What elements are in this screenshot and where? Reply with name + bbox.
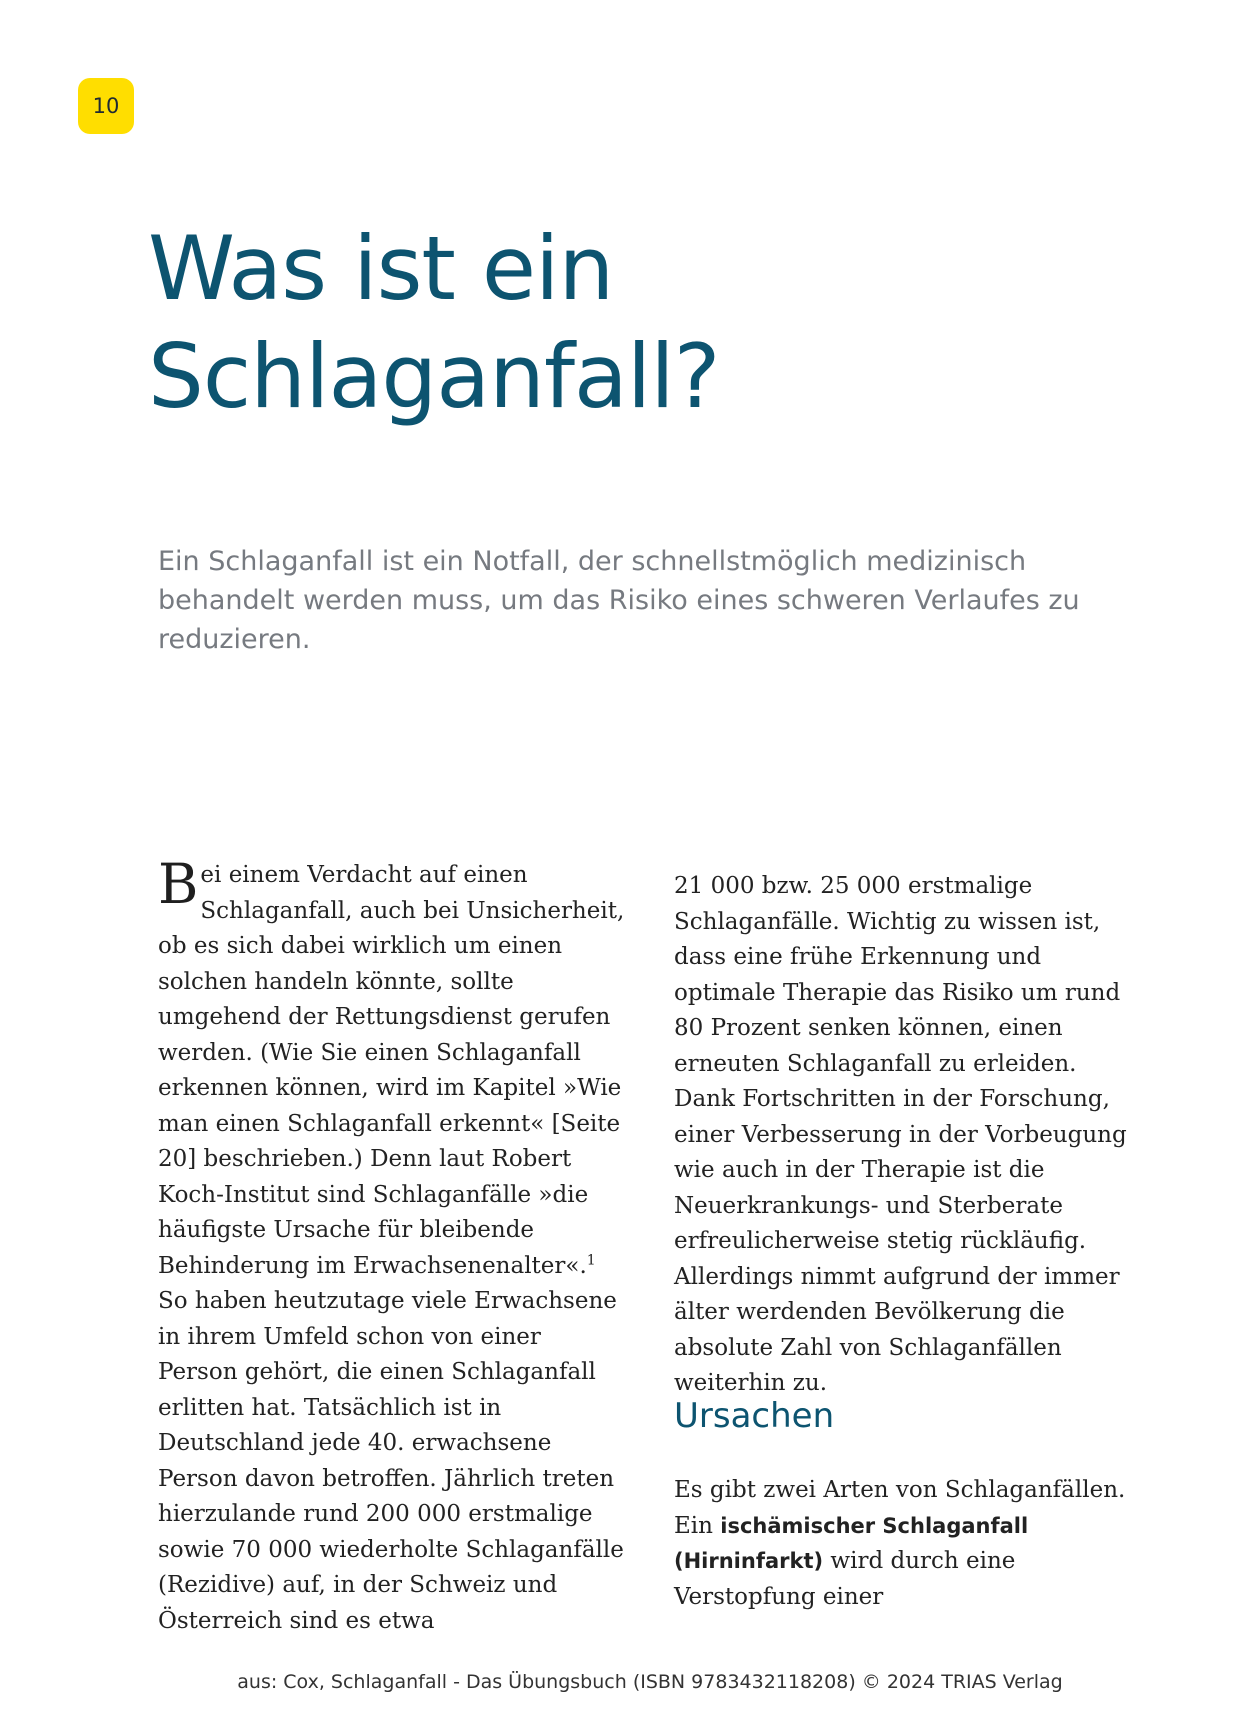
body-text-right-column bbox=[674, 869, 1144, 1402]
footnote-reference[interactable]: 1 bbox=[586, 1251, 596, 1268]
chapter-title-line2: Schlaganfall? bbox=[148, 325, 720, 428]
section-text-after: wird durch eine Verstopfung einer bbox=[674, 1548, 1016, 1610]
section-heading-ursachen: Ursachen bbox=[674, 1396, 835, 1436]
body-left-text-2: So haben heutzutage viele Erwachsene in ihrem Umfeld schon von einer Person gehört, die einen Schlaganfall erlitten hat. Tatsächlich ist in Deutschland jede 40. erwachsene Person davon betroffen. Jährlich treten hierzulande rund 200 000 erstmalige sowie 70 000 wiederholte Schlaganfälle (Rezidive) auf, in der Schweiz und Österreich sind es etwa bbox=[158, 1288, 624, 1634]
drop-cap: B bbox=[158, 852, 199, 916]
footer-source-text: aus: Cox, Schlaganfall - Das Übungsbuch (ISBN 9783432118208) © 2024 TRIAS Verlag bbox=[237, 1671, 1063, 1693]
chapter-title-line1: Was ist ein bbox=[148, 217, 614, 320]
lead-paragraph: Ein Schlaganfall ist ein Notfall, der schnellstmöglich medizinisch behandelt werden muss, um das Risiko eines schweren Verlaufes zu reduzieren. bbox=[158, 546, 1080, 655]
page-number-badge bbox=[78, 78, 134, 134]
body-right-text: 21 000 bzw. 25 000 erstmalige Schlaganfälle. Wichtig zu wissen ist, dass eine frühe Erkennung und optimale Therapie das Risiko um rund 80 Prozent senken können, einen erneuten Schlaganfall zu erleiden. Dank Fortschritten in der Forschung, einer Verbesserung in der Vorbeugung wie auch in der Therapie ist die Neuerkrankungs- und Sterberate erfreulicherweise stetig rückläufig. Allerdings nimmt aufgrund der immer älter werdenden Bevölkerung die absolute Zahl von Schlaganfällen weiterhin zu. bbox=[674, 873, 1127, 1396]
section-bold-term: ischämischer Schlaganfall (Hirninfarkt) bbox=[674, 1513, 1029, 1573]
page-number: 10 bbox=[92, 94, 120, 118]
chapter-title bbox=[148, 215, 719, 431]
body-left-text: ei einem Verdacht auf einen Schlaganfall, auch bei Unsicherheit, ob es sich dabei wirklich um einen solchen handeln könnte, sollte umgehend der Rettungsdienst gerufen werden. (Wie Sie einen Schlaganfall erkennen können, wird im Kapitel »Wie man einen Schlaganfall erkennt« [Seite 20] beschrieben.) Denn laut Robert Koch-Institut sind Schlaganfälle »die häufigste Ursache für bleibende Behinderung im Erwachsenenalter«. bbox=[158, 862, 625, 1279]
body-text-left-column bbox=[158, 852, 626, 1639]
page-footer bbox=[0, 1671, 1260, 1693]
section-text-before: Es gibt zwei Arten von Schlaganfällen. Ein bbox=[674, 1477, 1126, 1539]
section-body-text bbox=[674, 1473, 1144, 1615]
